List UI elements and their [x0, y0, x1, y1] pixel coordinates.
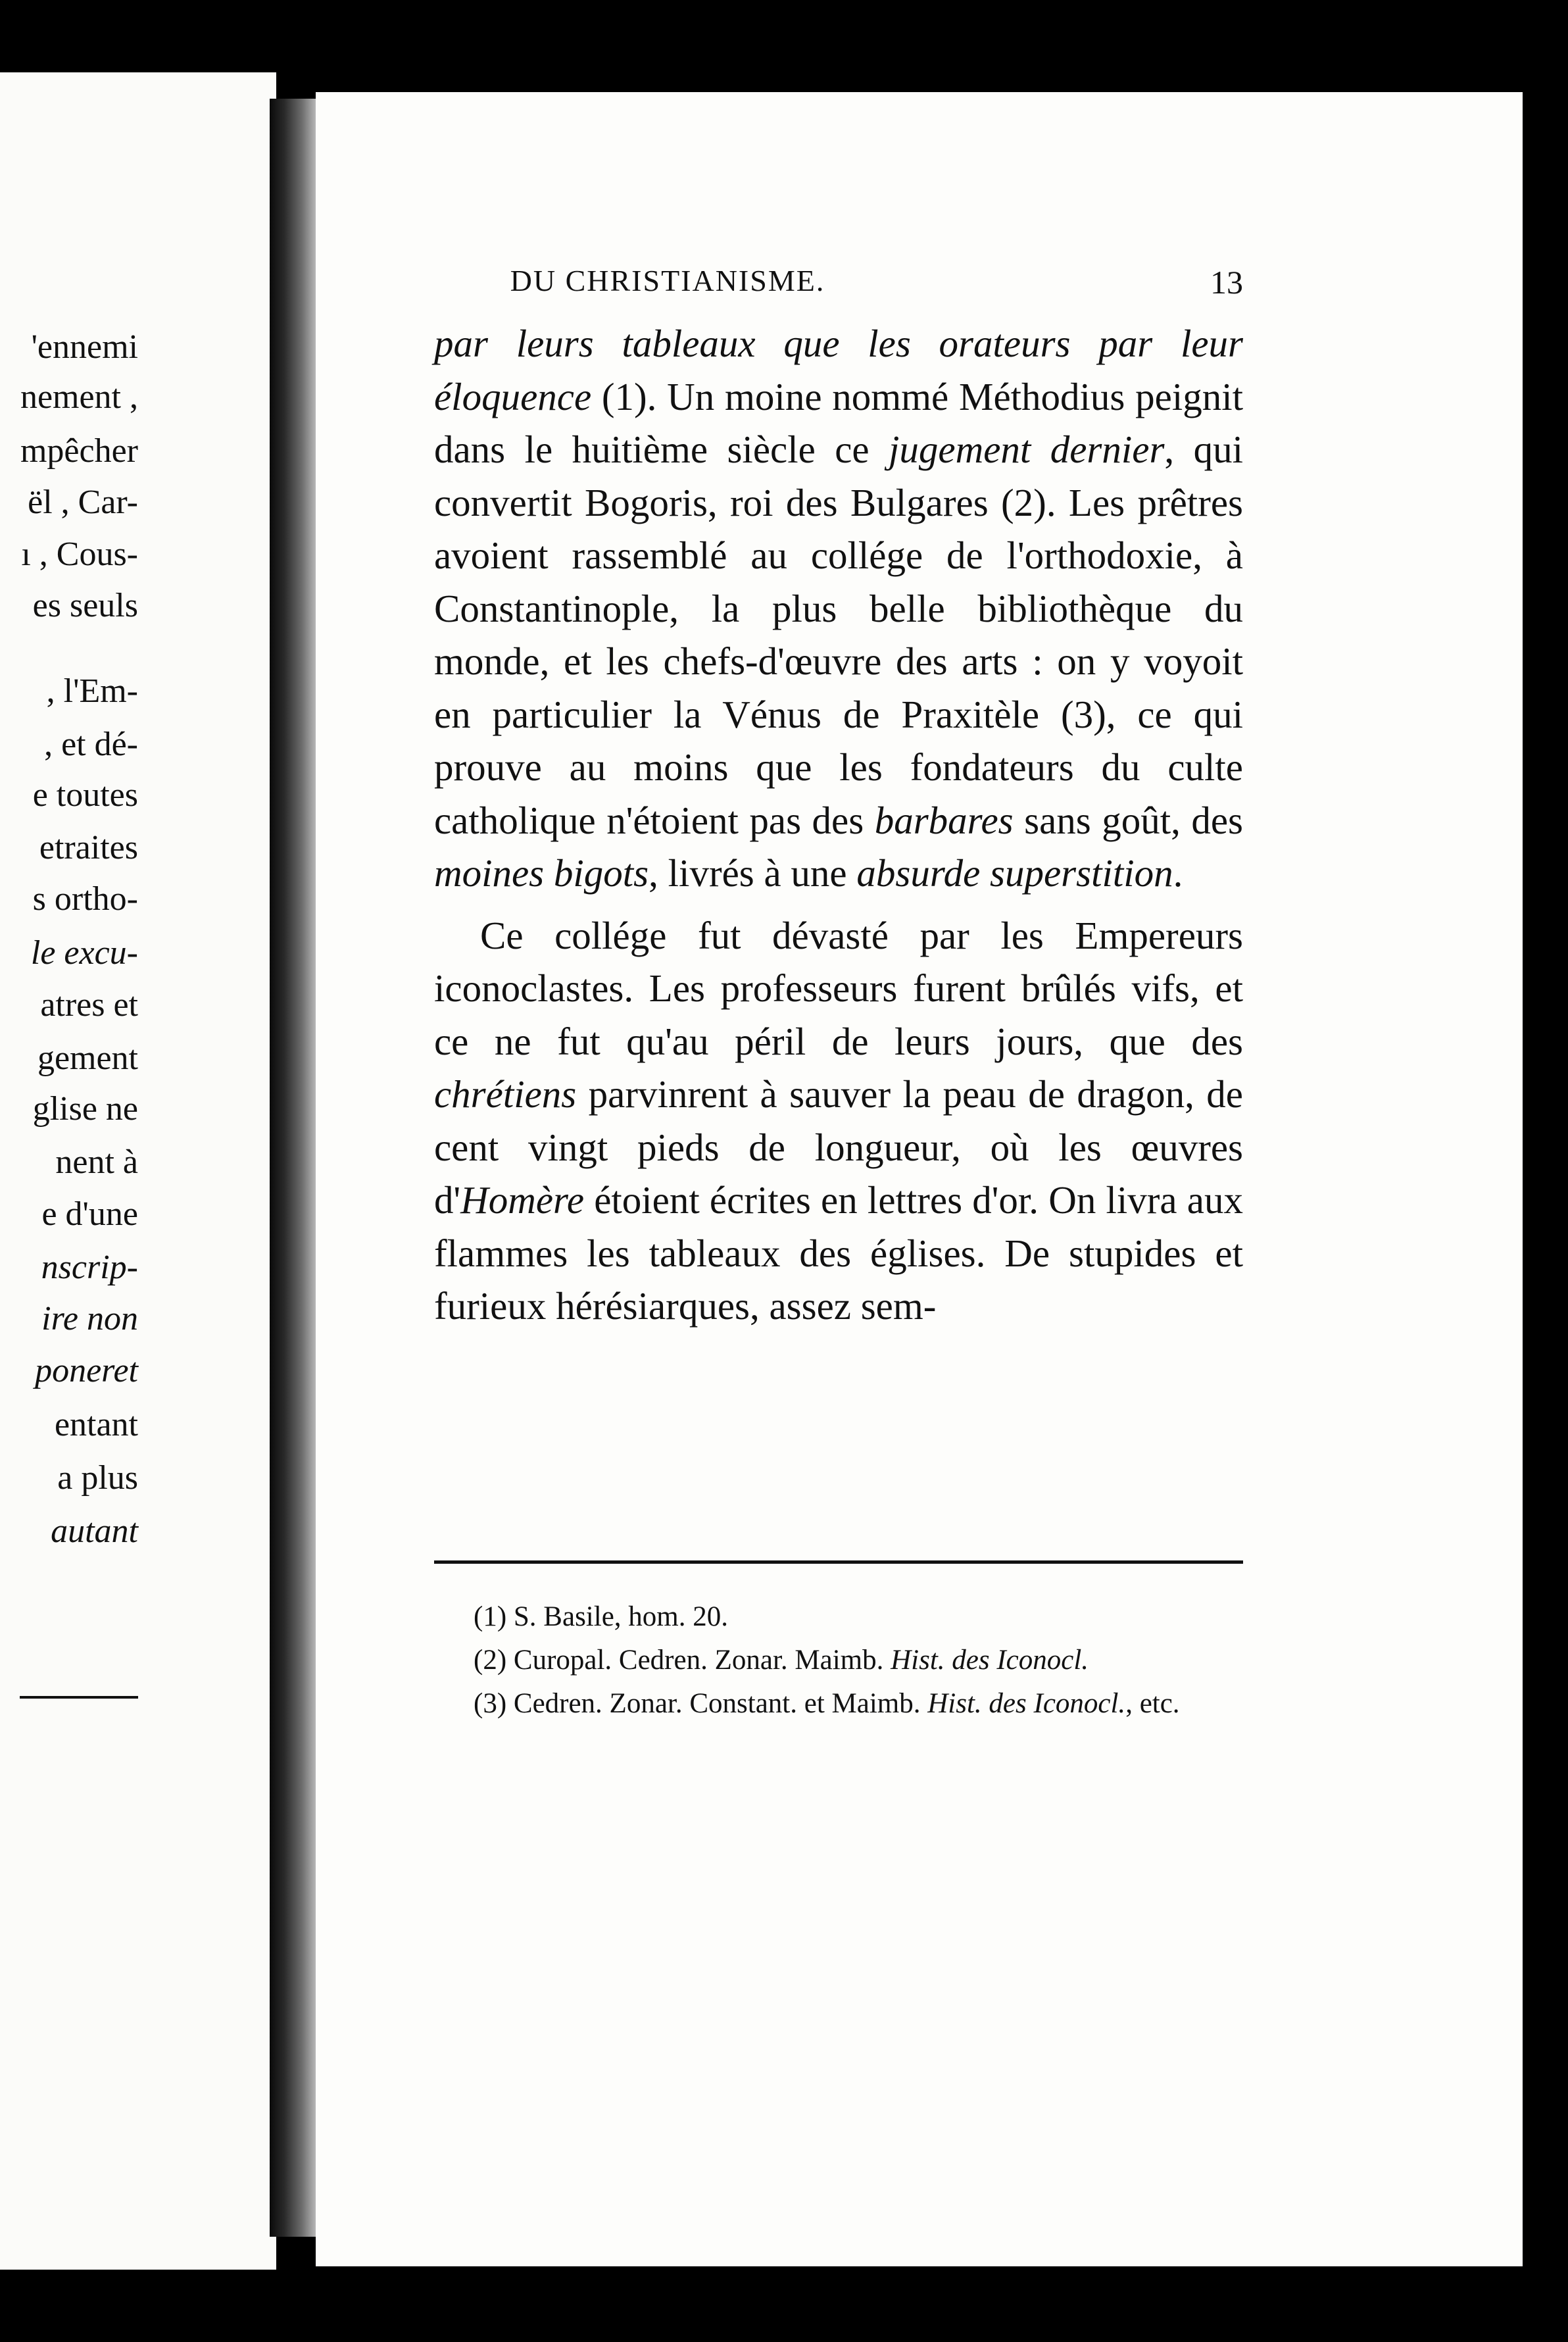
previous-page-line: es seuls: [32, 587, 138, 624]
page-number: 13: [1210, 264, 1243, 301]
previous-page-line: , l'Em-: [46, 672, 138, 710]
italic-phrase: chrétiens: [434, 1072, 577, 1116]
previous-page-line: ı , Cous-: [21, 536, 138, 573]
previous-page-line: ire non: [41, 1300, 138, 1337]
footnote-text: (3) Cedren. Zonar. Constant. et Maimb.: [474, 1688, 928, 1719]
footnote-italic: Hist. des Iconocl.: [891, 1645, 1089, 1676]
previous-page-line: entant: [54, 1406, 138, 1443]
footnote-text: (1) S. Basile, hom. 20.: [474, 1601, 728, 1632]
page-header: [309, 263, 1243, 316]
footnote-1: [434, 1595, 1243, 1639]
previous-page-line: ël , Car-: [28, 484, 138, 521]
footnote-italic: Hist. des Iconocl.: [927, 1688, 1126, 1719]
previous-page-line: poneret: [35, 1352, 138, 1389]
previous-page-line: nent à: [55, 1143, 138, 1181]
running-head: DU CHRISTIANISME.: [510, 264, 825, 297]
previous-page-line: nscrip-: [41, 1249, 138, 1286]
italic-phrase: Homère: [460, 1178, 585, 1222]
text-run: sans goût, des: [1013, 798, 1244, 842]
previous-page-line: a plus: [57, 1459, 138, 1497]
previous-page-fragment: [0, 72, 276, 2270]
body-text: [434, 317, 1243, 1333]
previous-page-line: le excu-: [30, 934, 138, 972]
previous-page-line: nement ,: [20, 378, 138, 416]
footnote-2: [434, 1639, 1243, 1682]
footnote-text: , etc.: [1125, 1688, 1180, 1719]
previous-page-footnote-rule: [20, 1696, 138, 1699]
previous-page-line: mpêcher: [20, 432, 138, 470]
text-run: parvinrent à sauver la peau de dragon, de cent vingt pieds de longueur, où les œuvres d': [434, 1072, 1243, 1222]
previous-page-line: e d'une: [41, 1195, 138, 1233]
footnote-rule: [434, 1560, 1243, 1564]
previous-page-line: glise ne: [32, 1090, 138, 1128]
text-run: étoient écrites en lettres d'or. On livra aux flammes les tableaux des églises. De stupides et furieux hérésiarques, assez sem-: [434, 1178, 1243, 1328]
previous-page-line: etraites: [39, 829, 138, 866]
previous-page-line: gement: [37, 1039, 138, 1077]
previous-page-line: s ortho-: [32, 880, 138, 918]
text-run: (1). Un moine nommé Méthodius peignit dans le huitième siècle ce: [434, 374, 1243, 471]
italic-phrase: moines bigots: [434, 851, 649, 895]
footnotes: [434, 1595, 1243, 1726]
footnote-3: [434, 1682, 1243, 1726]
previous-page-line: atres et: [40, 986, 138, 1024]
paragraph-1: [434, 317, 1243, 900]
previous-page-line: , et dé-: [44, 726, 138, 763]
italic-phrase: par leurs tableaux que les orateurs par leur éloquence: [434, 322, 1243, 418]
italic-phrase: jugement dernier: [889, 428, 1165, 471]
text-run: Ce collége fut dévasté par les Empereurs iconoclastes. Les professeurs furent brûlés vifs, et ce ne fut qu'au péril de leurs jours, que des: [434, 913, 1243, 1063]
previous-page-line: autant: [51, 1512, 138, 1550]
italic-phrase: barbares: [874, 798, 1014, 842]
footnote-text: (2) Curopal. Cedren. Zonar. Maimb.: [474, 1645, 891, 1676]
previous-page-line: e toutes: [32, 776, 138, 814]
text-run: .: [1173, 851, 1183, 895]
previous-page-line: 'ennemi: [31, 328, 138, 366]
italic-phrase: absurde superstition: [856, 851, 1173, 895]
text-run: , livrés à une: [649, 851, 857, 895]
text-run: , qui convertit Bogoris, roi des Bulgares (2). Les prêtres avoient rassemblé au collége de l'orthodoxie, à Constantinople, la plus belle bibliothèque du monde, et les chefs-d'œuvre des arts : on y voyoit en particulier la Vénus de Praxitèle (3), ce qui prouve au moins que les fondateurs du culte catholique n'étoient pas des: [434, 428, 1243, 842]
paragraph-2: [434, 909, 1243, 1333]
